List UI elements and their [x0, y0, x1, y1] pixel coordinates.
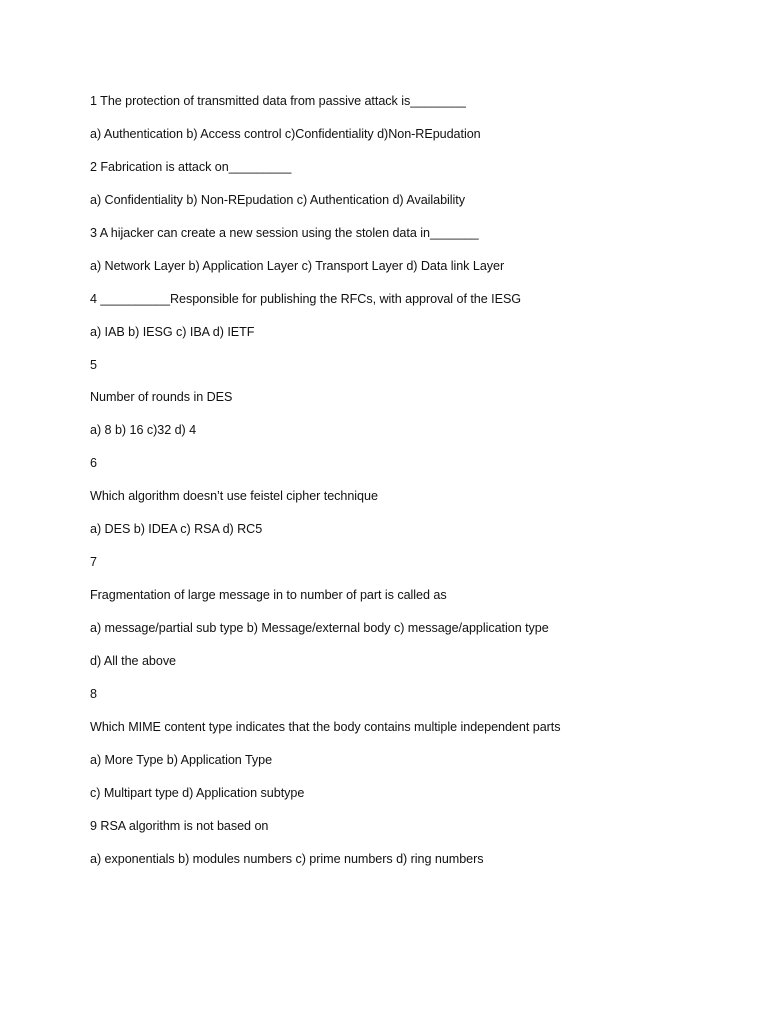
question-2-text: 2 Fabrication is attack on_________ [90, 159, 292, 174]
question-7-options-cont: d) All the above [90, 653, 177, 668]
question-4-text: 4 __________Responsible for publishing the RFCs, with approval of the IESG [90, 291, 522, 306]
question-5-number: 5 [90, 357, 97, 372]
question-8-options: a) More Type b) Application Type [90, 752, 273, 767]
question-6-options: a) DES b) IDEA c) RSA d) RC5 [90, 522, 263, 537]
question-6-text: Which algorithm doesn’t use feistel cipher technique [90, 489, 378, 504]
question-5-text: Number of rounds in DES [90, 390, 233, 405]
question-7-text: Fragmentation of large message in to number of part is called as [90, 588, 447, 603]
question-3-options: a) Network Layer b) Application Layer c) Transport Layer d) Data link Layer [90, 258, 505, 273]
question-8-number: 8 [90, 686, 97, 701]
question-1-options: a) Authentication b) Access control c)Confidentiality d)Non-REpudation [90, 126, 481, 141]
question-9-text: 9 RSA algorithm is not based on [90, 818, 269, 833]
question-7-options: a) message/partial sub type b) Message/external body c) message/application type [90, 621, 549, 635]
question-9-options: a) exponentials b) modules numbers c) prime numbers d) ring numbers [90, 851, 484, 866]
question-3-text: 3 A hijacker can create a new session using the stolen data in_______ [90, 225, 479, 240]
question-list [90, 92, 730, 883]
question-8-options-cont: c) Multipart type d) Application subtype [90, 785, 305, 800]
question-7-number: 7 [90, 555, 97, 570]
question-5-options: a) 8 b) 16 c)32 d) 4 [90, 423, 197, 438]
question-4-options: a) IAB b) IESG c) IBA d) IETF [90, 324, 255, 339]
question-8-text: Which MIME content type indicates that the body contains multiple independent parts [90, 719, 561, 734]
question-1-text: 1 The protection of transmitted data from passive attack is________ [90, 94, 466, 108]
question-6-number: 6 [90, 456, 97, 471]
question-2-options: a) Confidentiality b) Non-REpudation c) Authentication d) Availability [90, 192, 465, 207]
